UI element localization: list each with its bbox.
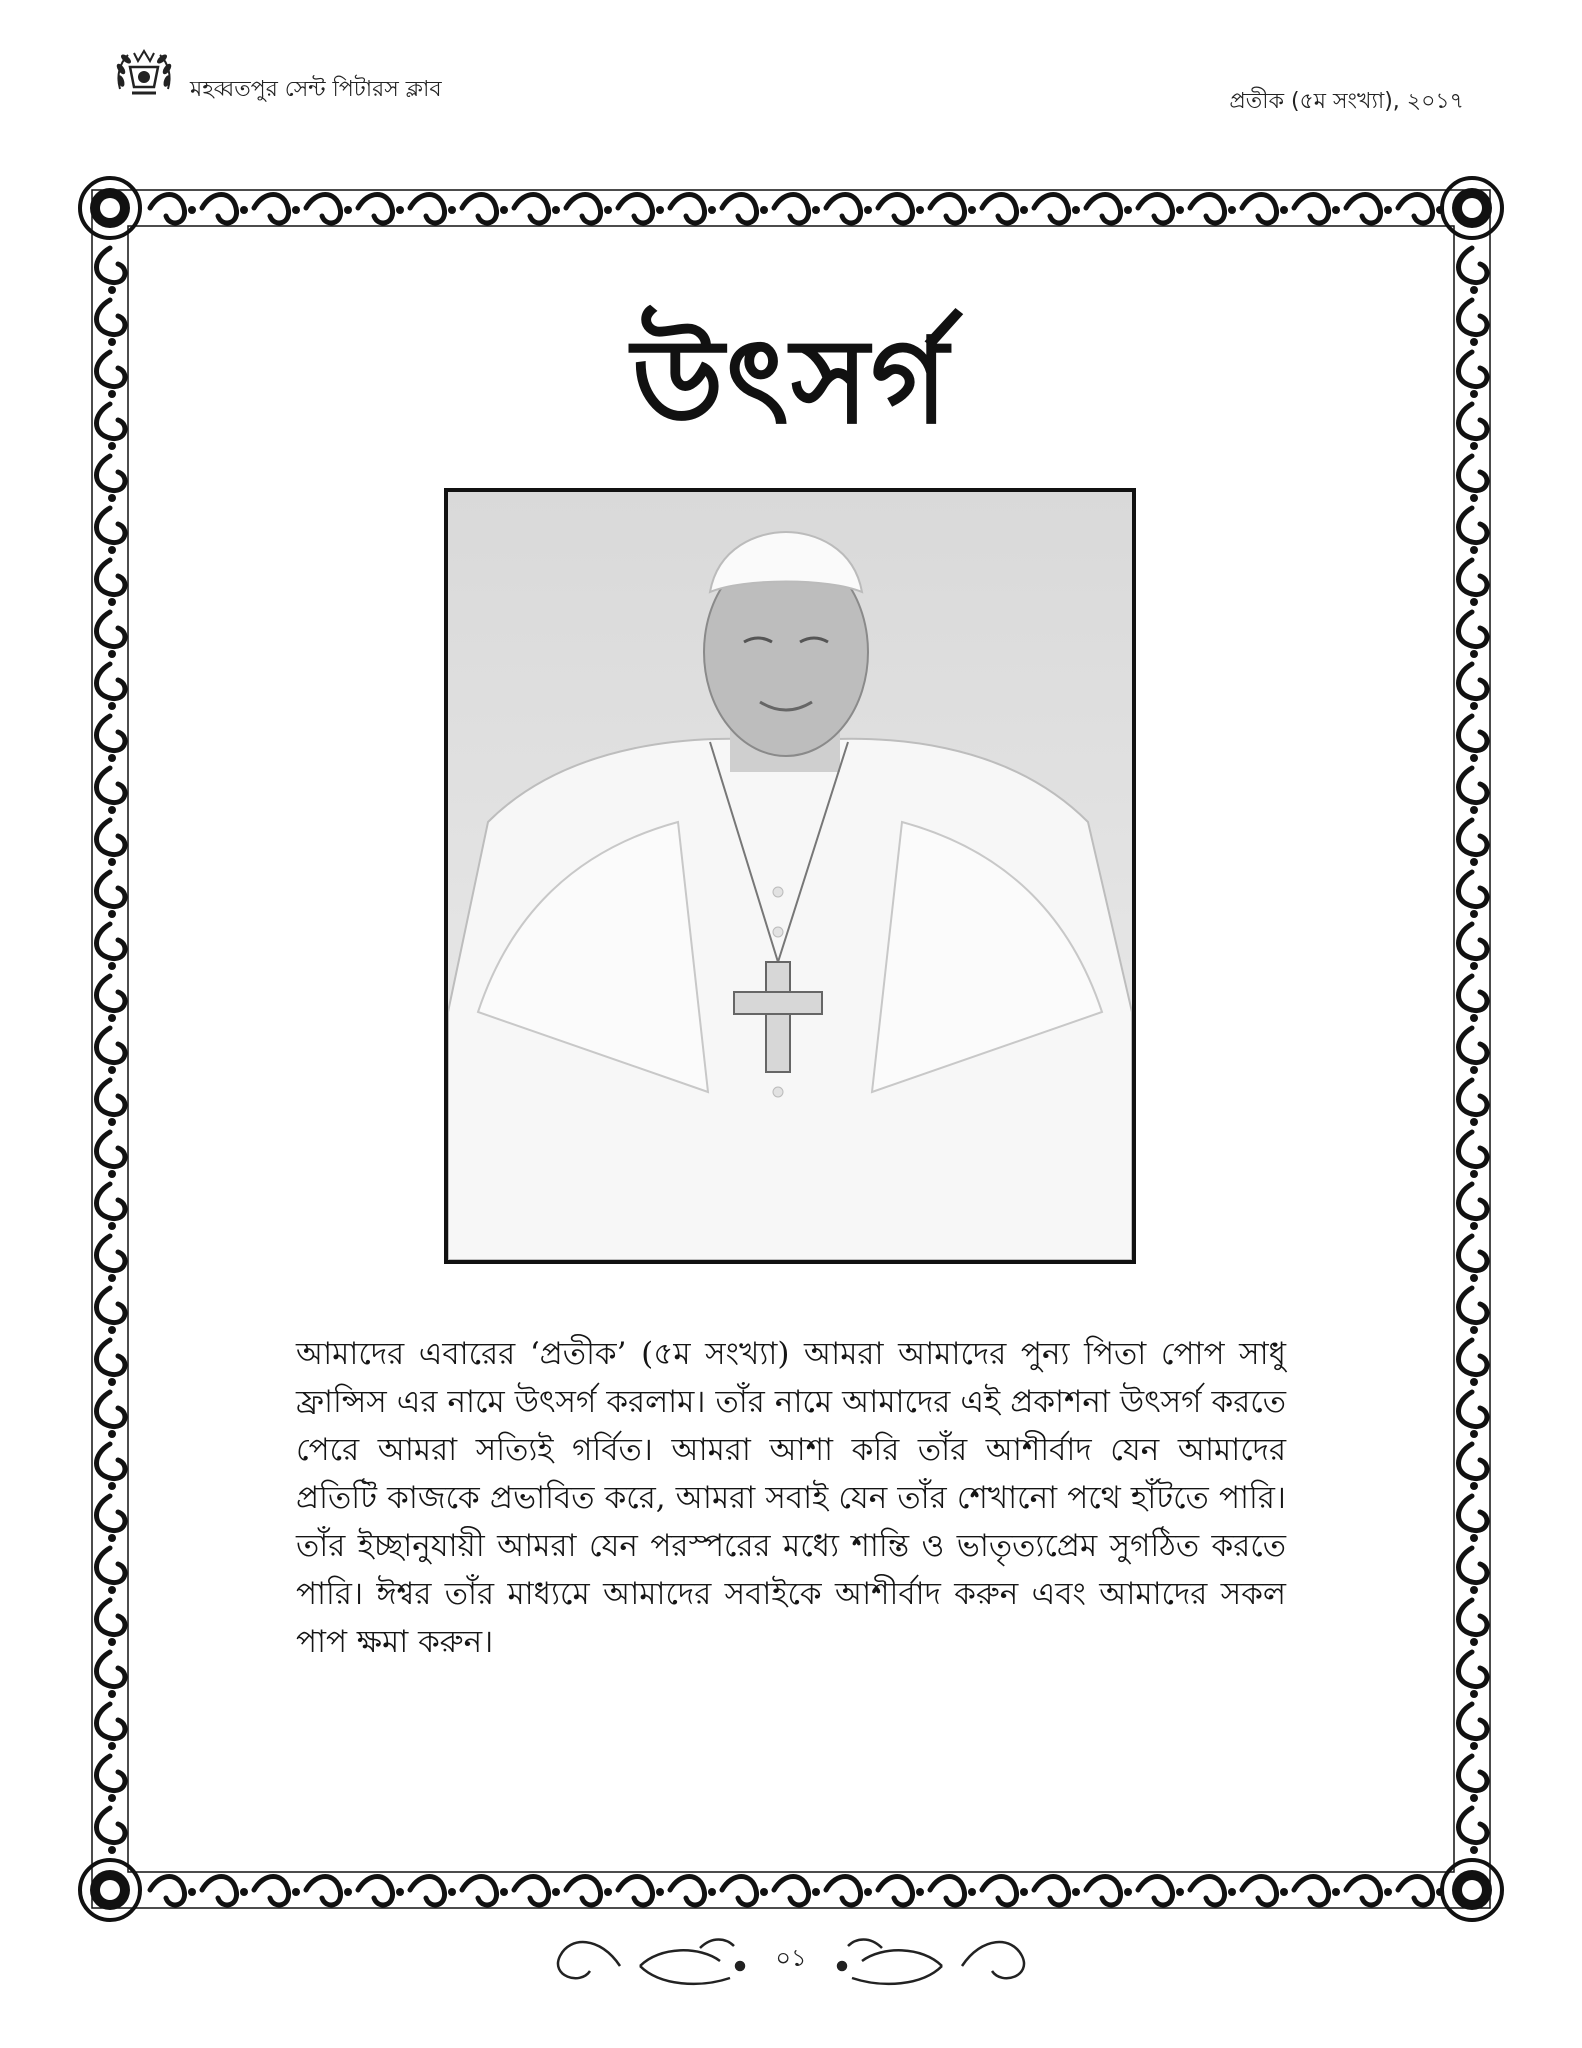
page-title: উৎসর্গ (631, 311, 951, 450)
border-dot-icon (656, 206, 664, 214)
border-dot-icon (108, 1794, 116, 1802)
border-scroll-icon (1190, 195, 1225, 223)
border-dot-icon (292, 206, 300, 214)
border-scroll-icon (97, 1600, 125, 1635)
border-corner-center-icon (100, 198, 120, 218)
border-dot-icon (108, 702, 116, 710)
border-scroll-icon (1138, 195, 1173, 223)
border-dot-icon (108, 1222, 116, 1230)
border-dot-icon (396, 206, 404, 214)
border-scroll-icon (1398, 195, 1433, 223)
border-scroll-icon (514, 1877, 549, 1905)
border-scroll-icon (97, 924, 125, 959)
border-dot-icon (812, 1888, 820, 1896)
border-dot-icon (1470, 858, 1478, 866)
border-scroll-icon (1459, 768, 1487, 803)
border-scroll-icon (1459, 1496, 1487, 1531)
page-number: ০১ (775, 1944, 807, 1972)
border-dot-icon (916, 206, 924, 214)
border-scroll-icon (410, 1877, 445, 1905)
border-dot-icon (656, 1888, 664, 1896)
border-dot-icon (448, 1888, 456, 1896)
border-dot-icon (1470, 754, 1478, 762)
border-scroll-icon (97, 664, 125, 699)
border-dot-icon (864, 1888, 872, 1896)
border-dot-icon (968, 206, 976, 214)
border-dot-icon (864, 206, 872, 214)
border-scroll-icon (982, 195, 1017, 223)
border-scroll-icon (97, 1756, 125, 1791)
border-scroll-icon (97, 1340, 125, 1375)
border-scroll-icon (1459, 1392, 1487, 1427)
border-dot-icon (1470, 1014, 1478, 1022)
publication-label: প্রতীক (৫ম সংখ্যা), ২০১৭ (1229, 89, 1464, 114)
border-dot-icon (1470, 1222, 1478, 1230)
border-scroll-icon (1459, 1132, 1487, 1167)
border-dot-icon (1280, 1888, 1288, 1896)
border-dot-icon (108, 806, 116, 814)
border-dot-icon (108, 910, 116, 918)
border-dot-icon (1470, 1586, 1478, 1594)
border-dot-icon (1470, 1430, 1478, 1438)
border-scroll-icon (97, 1028, 125, 1063)
border-dot-icon (1470, 1066, 1478, 1074)
border-dot-icon (500, 206, 508, 214)
border-scroll-icon (1459, 1340, 1487, 1375)
border-scroll-icon (1242, 1877, 1277, 1905)
border-dot-icon (108, 858, 116, 866)
border-scroll-icon (1346, 1877, 1381, 1905)
border-scroll-icon (358, 1877, 393, 1905)
border-dot-icon (188, 206, 196, 214)
dedication-paragraph: আমাদের এবারের ‘প্রতীক’ (৫ম সংখ্যা) আমরা আমাদের পুন্য পিতা পোপ সাধু ফ্রান্সিস এর নামে উৎসর্গ করলাম। তাঁর নামে আমাদের এই প্রকাশনা উৎসর্গ করতে পেরে আমরা সত্যিই গর্বিত। আমরা আশা করি তাঁর আশীর্বাদ যেন আমাদের প্রতিটি কাজকে প্রভাবিত করে, আমরা সবাই যেন তাঁর শেখানো পথে হাঁটতে পারি। তাঁর ইচ্ছানুযায়ী আমরা যেন পরস্পরের মধ্যে শান্তি ও ভাতৃত্যপ্রেম সুগঠিত করতে পারি। ঈশ্বর তাঁর মাধ্যমে আমাদের সবাইকে আশীর্বাদ করুন এবং আমাদের সকল পাপ ক্ষমা করুন। (296, 1336, 1286, 1660)
border-scroll-icon (97, 1392, 125, 1427)
border-scroll-icon (97, 508, 125, 543)
border-scroll-icon (982, 1877, 1017, 1905)
border-dot-icon (108, 1430, 116, 1438)
border-dot-icon (1228, 1888, 1236, 1896)
border-scroll-icon (1459, 1704, 1487, 1739)
border-scroll-icon (618, 195, 653, 223)
border-scroll-icon (462, 1877, 497, 1905)
border-scroll-icon (97, 1548, 125, 1583)
border-dot-icon (1280, 206, 1288, 214)
border-scroll-icon (1294, 1877, 1329, 1905)
border-scroll-icon (1459, 1288, 1487, 1323)
border-dot-icon (108, 1846, 116, 1854)
border-corner-center-icon (100, 1880, 120, 1900)
border-scroll-icon (1190, 1877, 1225, 1905)
border-dot-icon (240, 206, 248, 214)
border-scroll-icon (566, 1877, 601, 1905)
border-scroll-icon (97, 1080, 125, 1115)
border-scroll-icon (1459, 1444, 1487, 1479)
border-dot-icon (344, 1888, 352, 1896)
border-dot-icon (1384, 1888, 1392, 1896)
border-dot-icon (1332, 206, 1340, 214)
border-dot-icon (1470, 598, 1478, 606)
border-scroll-icon (1459, 560, 1487, 595)
border-scroll-icon (254, 195, 289, 223)
border-dot-icon (108, 650, 116, 658)
border-scroll-icon (930, 195, 965, 223)
border-dot-icon (604, 206, 612, 214)
border-scroll-icon (97, 1444, 125, 1479)
border-dot-icon (108, 1066, 116, 1074)
border-scroll-icon (1459, 1600, 1487, 1635)
border-dot-icon (552, 1888, 560, 1896)
border-scroll-icon (1242, 195, 1277, 223)
border-dot-icon (108, 598, 116, 606)
border-dot-icon (108, 1742, 116, 1750)
border-dot-icon (1470, 962, 1478, 970)
border-scroll-icon (1398, 1877, 1433, 1905)
border-scroll-icon (150, 1877, 185, 1905)
border-dot-icon (1124, 206, 1132, 214)
border-scroll-icon (1459, 1184, 1487, 1219)
border-dot-icon (1470, 1690, 1478, 1698)
border-dot-icon (760, 206, 768, 214)
border-scroll-icon (1034, 195, 1069, 223)
border-dot-icon (344, 206, 352, 214)
border-scroll-icon (1459, 1652, 1487, 1687)
border-scroll-icon (1459, 1080, 1487, 1115)
border-scroll-icon (774, 195, 809, 223)
border-dot-icon (1332, 1888, 1340, 1896)
club-name: মহব্বতপুর সেন্ট পিটারস ক্লাব (190, 77, 442, 102)
border-scroll-icon (97, 820, 125, 855)
border-dot-icon (1470, 1794, 1478, 1802)
border-scroll-icon (462, 195, 497, 223)
border-scroll-icon (722, 1877, 757, 1905)
border-scroll-icon (97, 248, 125, 283)
border-scroll-icon (410, 195, 445, 223)
border-scroll-icon (1459, 1548, 1487, 1583)
border-dot-icon (1470, 1378, 1478, 1386)
border-dot-icon (1176, 1888, 1184, 1896)
border-dot-icon (760, 1888, 768, 1896)
border-scroll-icon (97, 1236, 125, 1271)
border-scroll-icon (97, 716, 125, 751)
border-scroll-icon (202, 195, 237, 223)
border-scroll-icon (97, 976, 125, 1011)
border-dot-icon (108, 1690, 116, 1698)
border-scroll-icon (930, 1877, 965, 1905)
border-scroll-icon (566, 195, 601, 223)
border-dot-icon (1470, 1534, 1478, 1542)
border-dot-icon (396, 1888, 404, 1896)
border-dot-icon (108, 1534, 116, 1542)
border-dot-icon (292, 1888, 300, 1896)
border-scroll-icon (97, 1132, 125, 1167)
border-dot-icon (108, 1274, 116, 1282)
border-dot-icon (108, 1586, 116, 1594)
border-dot-icon (1072, 206, 1080, 214)
border-dot-icon (108, 494, 116, 502)
border-scroll-icon (150, 195, 185, 223)
border-scroll-icon (97, 872, 125, 907)
border-scroll-icon (97, 612, 125, 647)
border-dot-icon (1470, 1170, 1478, 1178)
border-scroll-icon (1346, 195, 1381, 223)
border-dot-icon (108, 1326, 116, 1334)
border-dot-icon (1470, 1118, 1478, 1126)
border-scroll-icon (1459, 612, 1487, 647)
border-scroll-icon (878, 1877, 913, 1905)
border-scroll-icon (1459, 1756, 1487, 1791)
border-dot-icon (1470, 1742, 1478, 1750)
border-scroll-icon (306, 195, 341, 223)
border-scroll-icon (826, 1877, 861, 1905)
border-scroll-icon (1459, 924, 1487, 959)
border-dot-icon (108, 1482, 116, 1490)
border-dot-icon (188, 1888, 196, 1896)
border-corner-center-icon (1462, 198, 1482, 218)
border-scroll-icon (97, 1652, 125, 1687)
border-scroll-icon (254, 1877, 289, 1905)
border-scroll-icon (826, 195, 861, 223)
border-dot-icon (708, 206, 716, 214)
border-dot-icon (240, 1888, 248, 1896)
border-dot-icon (708, 1888, 716, 1896)
pope-portrait-image (448, 492, 1132, 1260)
border-dot-icon (1470, 494, 1478, 502)
border-scroll-icon (1138, 1877, 1173, 1905)
border-scroll-icon (1459, 248, 1487, 283)
border-dot-icon (916, 1888, 924, 1896)
border-dot-icon (1020, 1888, 1028, 1896)
border-scroll-icon (97, 1704, 125, 1739)
border-dot-icon (1176, 206, 1184, 214)
border-scroll-icon (514, 195, 549, 223)
border-dot-icon (108, 546, 116, 554)
border-scroll-icon (97, 1808, 125, 1843)
border-scroll-icon (1459, 1236, 1487, 1271)
border-dot-icon (604, 1888, 612, 1896)
border-dot-icon (552, 206, 560, 214)
border-dot-icon (1072, 1888, 1080, 1896)
border-dot-icon (1470, 806, 1478, 814)
border-scroll-icon (1459, 976, 1487, 1011)
border-dot-icon (108, 1378, 116, 1386)
border-dot-icon (108, 1118, 116, 1126)
border-scroll-icon (1086, 195, 1121, 223)
border-scroll-icon (670, 195, 705, 223)
border-scroll-icon (1459, 1808, 1487, 1843)
border-dot-icon (1470, 1274, 1478, 1282)
border-dot-icon (1470, 1326, 1478, 1334)
border-dot-icon (1470, 1638, 1478, 1646)
border-dot-icon (108, 754, 116, 762)
border-scroll-icon (670, 1877, 705, 1905)
border-dot-icon (812, 206, 820, 214)
border-dot-icon (1470, 910, 1478, 918)
border-dot-icon (1384, 206, 1392, 214)
border-scroll-icon (1034, 1877, 1069, 1905)
border-scroll-icon (1459, 716, 1487, 751)
border-dot-icon (448, 206, 456, 214)
border-dot-icon (1470, 1846, 1478, 1854)
pope-photo (444, 488, 1136, 1264)
border-scroll-icon (97, 1288, 125, 1323)
border-scroll-icon (97, 560, 125, 595)
border-scroll-icon (1459, 508, 1487, 543)
border-dot-icon (1470, 546, 1478, 554)
border-scroll-icon (202, 1877, 237, 1905)
border-dot-icon (1470, 1482, 1478, 1490)
border-scroll-icon (1294, 195, 1329, 223)
border-scroll-icon (1459, 820, 1487, 855)
border-scroll-icon (97, 1496, 125, 1531)
footer-flourish-right-icon (838, 1940, 1024, 1984)
border-scroll-icon (1459, 664, 1487, 699)
border-dot-icon (1124, 1888, 1132, 1896)
border-scroll-icon (97, 1184, 125, 1219)
border-dot-icon (1470, 650, 1478, 658)
border-scroll-icon (1459, 1028, 1487, 1063)
border-dot-icon (1228, 206, 1236, 214)
border-scroll-icon (1086, 1877, 1121, 1905)
border-dot-icon (968, 1888, 976, 1896)
border-dot-icon (1020, 206, 1028, 214)
footer-flourish-left-icon (558, 1940, 744, 1984)
border-scroll-icon (618, 1877, 653, 1905)
border-dot-icon (108, 1014, 116, 1022)
border-dot-icon (500, 1888, 508, 1896)
border-dot-icon (108, 1638, 116, 1646)
border-dot-icon (108, 962, 116, 970)
border-scroll-icon (878, 195, 913, 223)
border-scroll-icon (306, 1877, 341, 1905)
border-scroll-icon (97, 768, 125, 803)
border-dot-icon (1470, 702, 1478, 710)
border-corner-center-icon (1462, 1880, 1482, 1900)
border-dot-icon (108, 1170, 116, 1178)
border-scroll-icon (358, 195, 393, 223)
border-scroll-icon (774, 1877, 809, 1905)
border-scroll-icon (1459, 872, 1487, 907)
border-scroll-icon (722, 195, 757, 223)
